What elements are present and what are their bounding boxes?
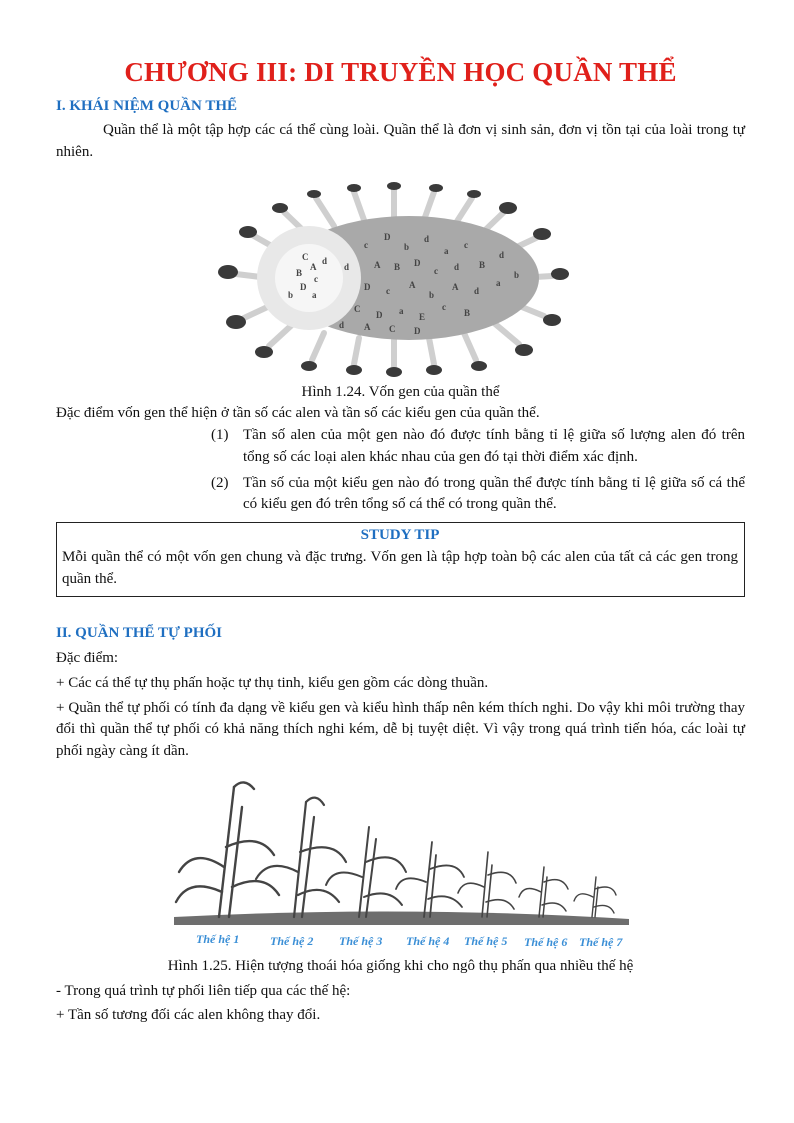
section2-point-1: + Các cá thể tự thụ phấn hoặc tự thụ tinh, kiểu gen gồm các dòng thuần. [56, 674, 489, 691]
svg-text:B: B [296, 267, 303, 278]
svg-text:b: b [429, 289, 435, 300]
list-item-text: Tần số của một kiểu gen nào đó trong quần thể được tính bằng tỉ lệ giữa số cá thể có kiểu gen đó trên tổng số cá thể có trong quần thể. [243, 474, 745, 513]
svg-text:d: d [322, 255, 328, 266]
svg-text:a: a [312, 289, 317, 300]
svg-text:C: C [354, 303, 361, 314]
svg-text:A: A [409, 279, 416, 290]
svg-text:D: D [376, 309, 383, 320]
svg-text:d: d [474, 285, 480, 296]
svg-text:D: D [364, 281, 371, 292]
svg-text:A: A [310, 261, 317, 272]
svg-text:a: a [399, 305, 404, 316]
after-line-1: - Trong quá trình tự phối liên tiếp qua các thế hệ: [56, 982, 351, 999]
figure-caption-1-24: Hình 1.24. Vốn gen của quần thể [301, 383, 500, 400]
svg-text:c: c [464, 239, 468, 250]
svg-text:c: c [386, 285, 390, 296]
list-item-text: Tần số alen của một gen nào đó được tính bằng tỉ lệ giữa số lượng alen đó trên tổng số các loại alen khác nhau của gen đó tại thời điểm xác định. [243, 427, 745, 465]
generation-label: Thế hệ 5 [464, 933, 508, 948]
svg-text:D: D [414, 325, 421, 336]
section-heading-1: I. KHÁI NIỆM QUẦN THỂ [56, 98, 237, 115]
svg-text:c: c [442, 301, 446, 312]
list-item-number: (1) [211, 427, 229, 444]
svg-text:D: D [414, 257, 421, 268]
svg-text:b: b [404, 241, 410, 252]
numbered-list [211, 425, 745, 516]
study-tip-title: STUDY TIP [360, 527, 440, 544]
generation-label: Thế hệ 3 [339, 933, 383, 948]
list-item [211, 425, 745, 469]
svg-text:d: d [339, 319, 345, 330]
section-heading-2: II. QUẦN THỂ TỰ PHỐI [56, 625, 223, 642]
section1-intro: Quần thể là một tập hợp các cá thể cùng loài. Quần thể là đơn vị sinh sản, đơn vị tồn tại của loài trong tự nhiên. [56, 122, 745, 160]
generation-label: Thế hệ 2 [270, 933, 314, 948]
svg-text:d: d [344, 261, 350, 272]
svg-text:A: A [364, 321, 371, 332]
corn-plants [176, 782, 616, 917]
traits-intro: Đặc điểm vốn gen thể hiện ở tần số các alen và tần số các kiểu gen của quần thể. [56, 405, 540, 422]
svg-text:c: c [314, 273, 318, 284]
svg-text:d: d [424, 233, 430, 244]
generation-label: Thế hệ 6 [524, 934, 568, 949]
svg-text:b: b [514, 269, 520, 280]
after-line-2: + Tần số tương đối các alen không thay đổi. [56, 1007, 321, 1024]
svg-text:A: A [374, 259, 381, 270]
page [56, 56, 745, 1027]
svg-text:a: a [496, 277, 501, 288]
gene-pool-figure [56, 178, 745, 378]
section2-point-2: + Quần thể tự phối có tính đa dạng về kiểu gen và kiểu hình thấp nên kém thích nghi. Do vậy khi môi trường thay đổi thì quần thể tự phối có khả năng thích nghi kém, dễ bị tuyệt diệt. Vì vậy trong quá trình tiến hóa, các loài tự phối ngày càng ít dần. [56, 699, 745, 760]
svg-text:a: a [444, 245, 449, 256]
list-item [211, 473, 745, 517]
section2-label: Đặc điểm: [56, 650, 119, 667]
study-tip-box [56, 522, 745, 597]
svg-text:B: B [479, 259, 486, 270]
generation-label: Thế hệ 7 [579, 934, 623, 949]
svg-text:B: B [464, 307, 471, 318]
gene-pool-illustration [214, 178, 574, 378]
svg-text:D: D [300, 281, 307, 292]
svg-text:E: E [419, 311, 426, 322]
generation-label: Thế hệ 4 [406, 933, 450, 948]
page-title: CHƯƠNG III: DI TRUYỀN HỌC QUẦN THỂ [124, 57, 677, 87]
generation-label: Thế hệ 1 [196, 931, 240, 946]
corn-illustration [174, 777, 634, 952]
svg-text:C: C [302, 251, 309, 262]
svg-text:C: C [389, 323, 396, 334]
svg-text:B: B [394, 261, 401, 272]
svg-text:c: c [364, 239, 368, 250]
svg-text:b: b [288, 289, 294, 300]
svg-text:c: c [434, 265, 438, 276]
corn-generations-figure [56, 777, 745, 952]
ground [174, 911, 629, 925]
svg-text:d: d [454, 261, 460, 272]
svg-text:A: A [452, 281, 459, 292]
figure-caption-1-25: Hình 1.25. Hiện tượng thoái hóa giống khi cho ngô thụ phấn qua nhiều thế hệ [167, 957, 634, 974]
svg-text:d: d [499, 249, 505, 260]
study-tip-text: Mỗi quần thể có một vốn gen chung và đặc trưng. Vốn gen là tập hợp toàn bộ các alen của tất cả các gen trong quần thể. [62, 548, 738, 587]
list-item-number: (2) [211, 474, 229, 491]
svg-text:D: D [384, 231, 391, 242]
